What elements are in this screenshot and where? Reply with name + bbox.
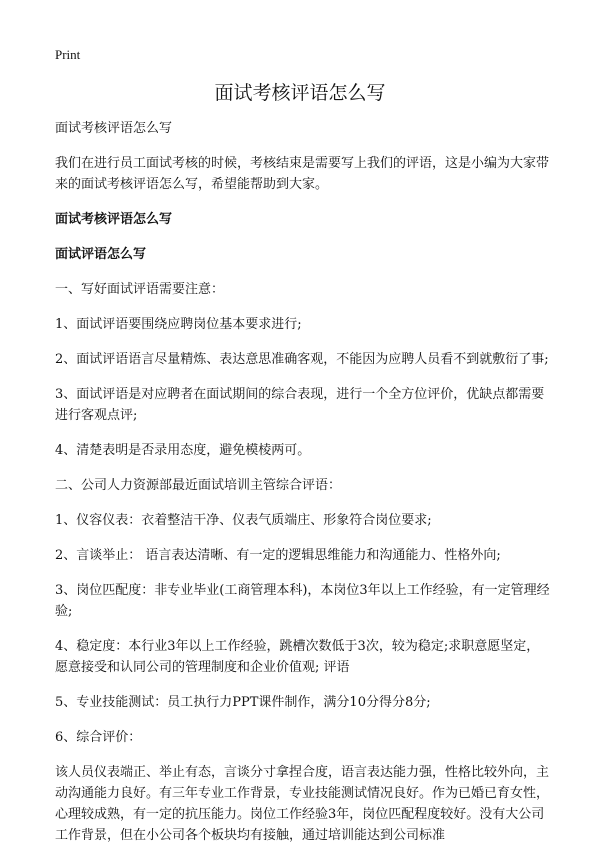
section-heading: 面试考核评语怎么写 — [55, 212, 173, 227]
list-heading: 一、写好面试评语需要注意： — [55, 282, 225, 297]
list-item: 4、清楚表明是否录用态度，避免模棱两可。 — [55, 443, 311, 458]
list-item: 5、专业技能测试：员工执行力PPT课件制作，满分10分得分8分; — [55, 695, 431, 710]
list-item: 1、面试评语要围绕应聘岗位基本要求进行; — [55, 317, 302, 332]
document-title: 面试考核评语怎么写 — [214, 82, 386, 104]
list-item: 1、仪容仪表：衣着整洁干净、仪表气质端庄、形象符合岗位要求; — [55, 513, 432, 528]
document-body — [55, 118, 551, 860]
list-item: 3、岗位匹配度：非专业毕业(工商管理本科)，本岗位3年以上工作经验，有一定管理经验; — [55, 583, 550, 619]
list-item: 4、稳定度：本行业3年以上工作经验，跳槽次数低于3次，较为稳定;求职意愿坚定，愿意接受和认同公司的管理制度和企业价值观; 评语 — [55, 639, 540, 675]
list-item: 2、面试评语语言尽量精炼、表达意思准确客观，不能因为应聘人员看不到就敷衍了事; — [55, 352, 549, 367]
section-heading: 面试评语怎么写 — [55, 247, 147, 262]
paragraph-subtitle: 面试考核评语怎么写 — [55, 121, 173, 136]
list-item: 6、综合评价： — [55, 730, 142, 745]
print-label[interactable]: Print — [55, 47, 81, 62]
list-item: 3、面试评语是对应聘者在面试期间的综合表现，进行一个全方位评价，优缺点都需要进行客观点评; — [55, 387, 545, 423]
list-item: 2、言谈举止： 语言表达清晰、有一定的逻辑思维能力和沟通能力、性格外向; — [55, 548, 501, 563]
paragraph-evaluation: 该人员仪表端正、举止有态，言谈分寸拿捏合度，语言表达能力强，性格比较外向，主动沟通能力良好。有三年专业工作背景，专业技能测试情况良好。作为已婚已育女性，心理较成熟，有一定的抗压能力。岗位工作经验3年，岗位匹配程度较好。没有大公司工作背景，但在小公司各个板块均有接触，通过培训能达到公司标准 — [55, 765, 550, 843]
list-heading: 二、公司人力资源部最近面试培训主管综合评语： — [55, 478, 342, 493]
paragraph-intro: 我们在进行员工面试考核的时候，考核结束是需要写上我们的评语，这是小编为大家带来的面试考核评语怎么写，希望能帮助到大家。 — [55, 156, 550, 192]
